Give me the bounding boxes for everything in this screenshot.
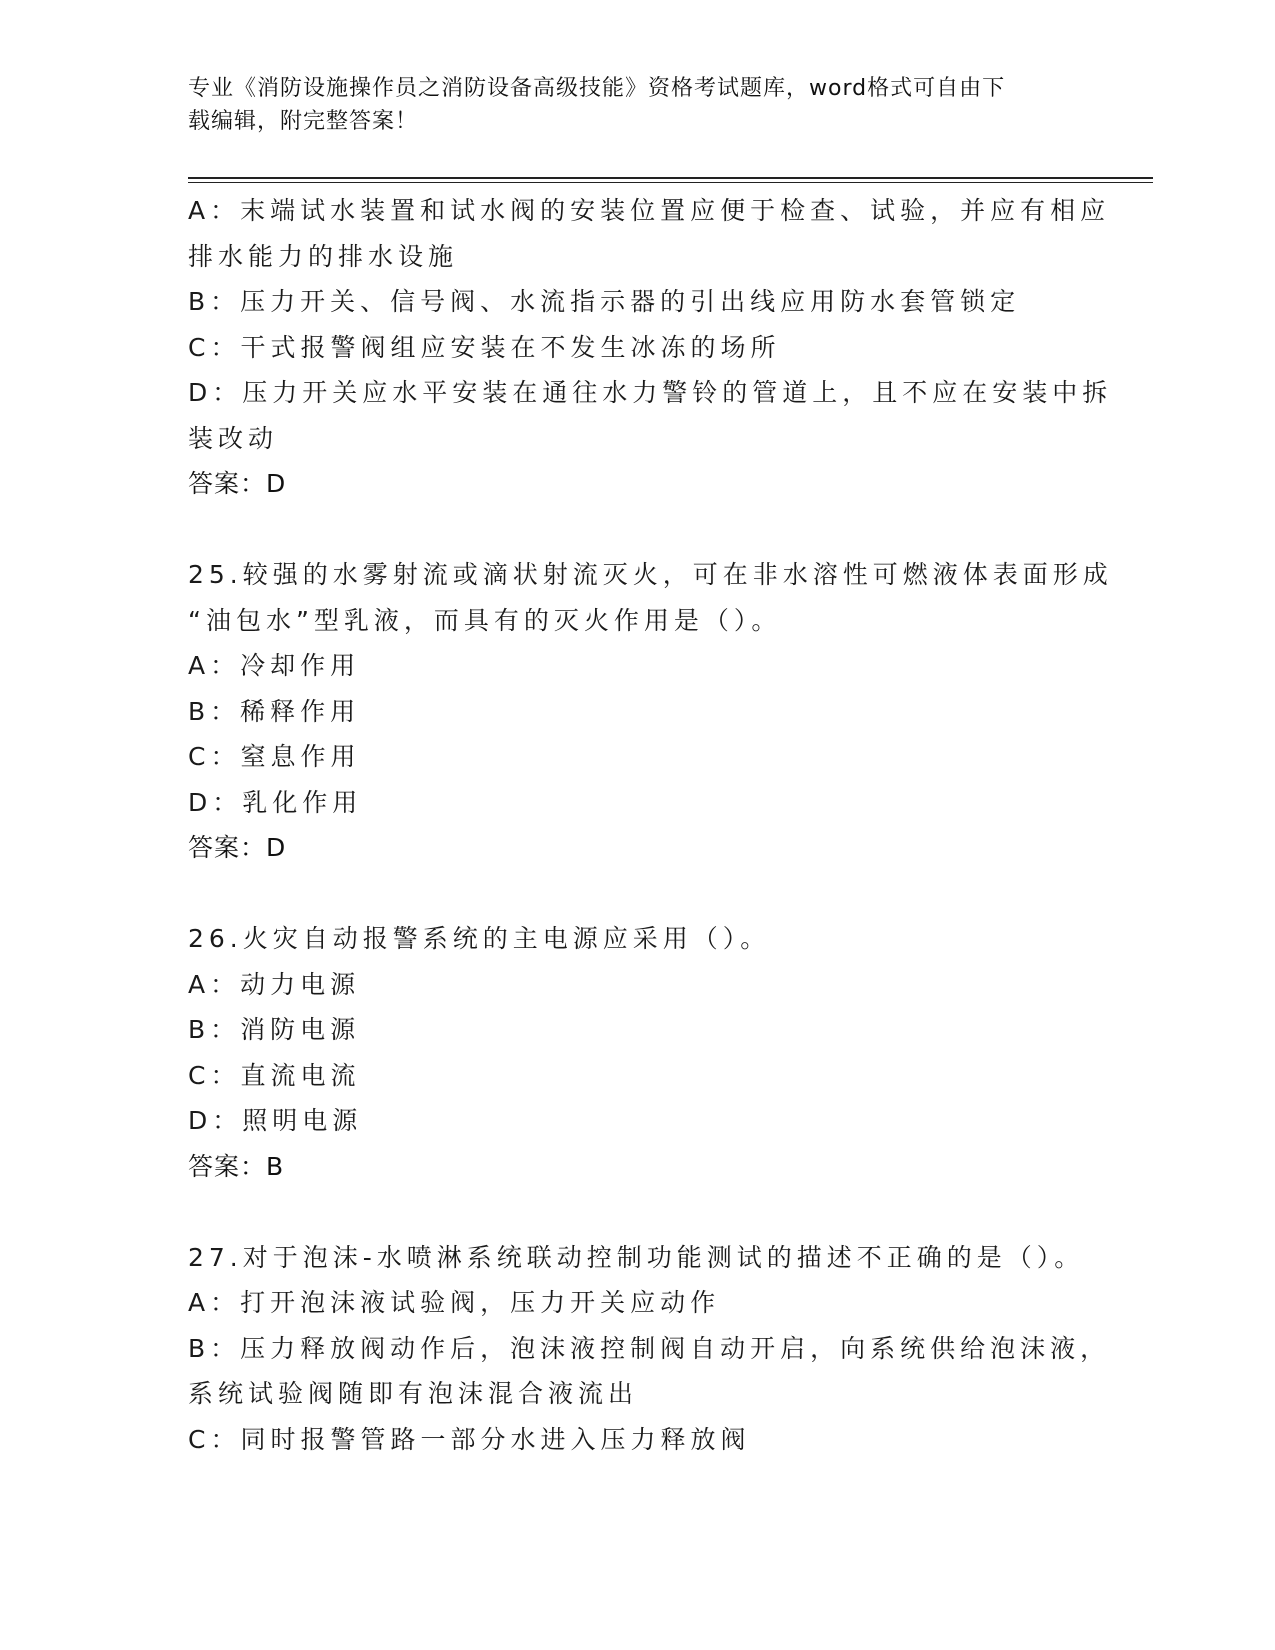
question-26-stem: 26.火灾自动报警系统的主电源应采用（）。: [188, 924, 771, 953]
header-divider-thin: [188, 182, 1153, 183]
question-25-stem-line-1: 25.较强的水雾射流或滴状射流灭火，可在非水溶性可燃液体表面形成: [188, 560, 1113, 589]
question-content: [188, 188, 1113, 1462]
question-spacer: [188, 507, 1078, 553]
question-25-option-d: D：乳化作用: [188, 787, 363, 817]
question-27-option-b-line-2: 系统试验阀随即有泡沫混合液流出: [188, 1379, 639, 1408]
question-25: [188, 552, 1113, 871]
option-a-line-1: A：末端试水装置和试水阀的安装位置应便于检查、试验，并应有相应: [188, 196, 1111, 225]
question-25-option-b: B：稀释作用: [188, 696, 361, 726]
question-26-option-c: C：直流电流: [188, 1060, 361, 1090]
header-line-1: 专业《消防设施操作员之消防设备高级技能》资格考试题库，word格式可自由下: [188, 76, 1006, 101]
question-27-stem: 27.对于泡沫-水喷淋系统联动控制功能测试的描述不正确的是（）。: [188, 1242, 1085, 1272]
option-a-line-2: 排水能力的排水设施: [188, 241, 459, 271]
question-26-option-b: B：消防电源: [188, 1015, 361, 1044]
answer-26: 答案：B: [188, 1151, 285, 1181]
answer-25: 答案：D: [188, 833, 287, 862]
option-d-line-2: 装改动: [188, 423, 279, 453]
question-26-option-d: D：照明电源: [188, 1106, 363, 1135]
question-spacer: [188, 1189, 1078, 1235]
question-spacer: [188, 871, 1078, 917]
question-24-continued: [188, 188, 1113, 507]
question-25-option-c: C：窒息作用: [188, 742, 361, 771]
option-b: B：压力开关、信号阀、水流指示器的引出线应用防水套管锁定: [188, 287, 1021, 316]
option-d-line-1: D：压力开关应水平安装在通往水力警铃的管道上，且不应在安装中拆: [188, 378, 1113, 407]
question-26: [188, 916, 1078, 1189]
header-divider-thick: [188, 177, 1153, 179]
question-25-option-a: A：冷却作用: [188, 651, 361, 680]
question-27-option-a: A：打开泡沫液试验阀，压力开关应动作: [188, 1288, 721, 1317]
answer-24: 答案：D: [188, 469, 287, 498]
question-27: [188, 1235, 1111, 1463]
question-27-option-b-line-1: B：压力释放阀动作后，泡沫液控制阀自动开启，向系统供给泡沫液，: [188, 1333, 1111, 1363]
header-line-2: 载编辑，附完整答案！: [188, 109, 419, 134]
document-header: [188, 72, 1068, 138]
option-c: C：干式报警阀组应安装在不发生冰冻的场所: [188, 332, 781, 362]
question-25-stem-line-2: “油包水”型乳液，而具有的灭火作用是（）。: [188, 605, 782, 635]
question-26-option-a: A：动力电源: [188, 969, 361, 999]
question-27-option-c: C：同时报警管路一部分水进入压力释放阀: [188, 1424, 751, 1454]
